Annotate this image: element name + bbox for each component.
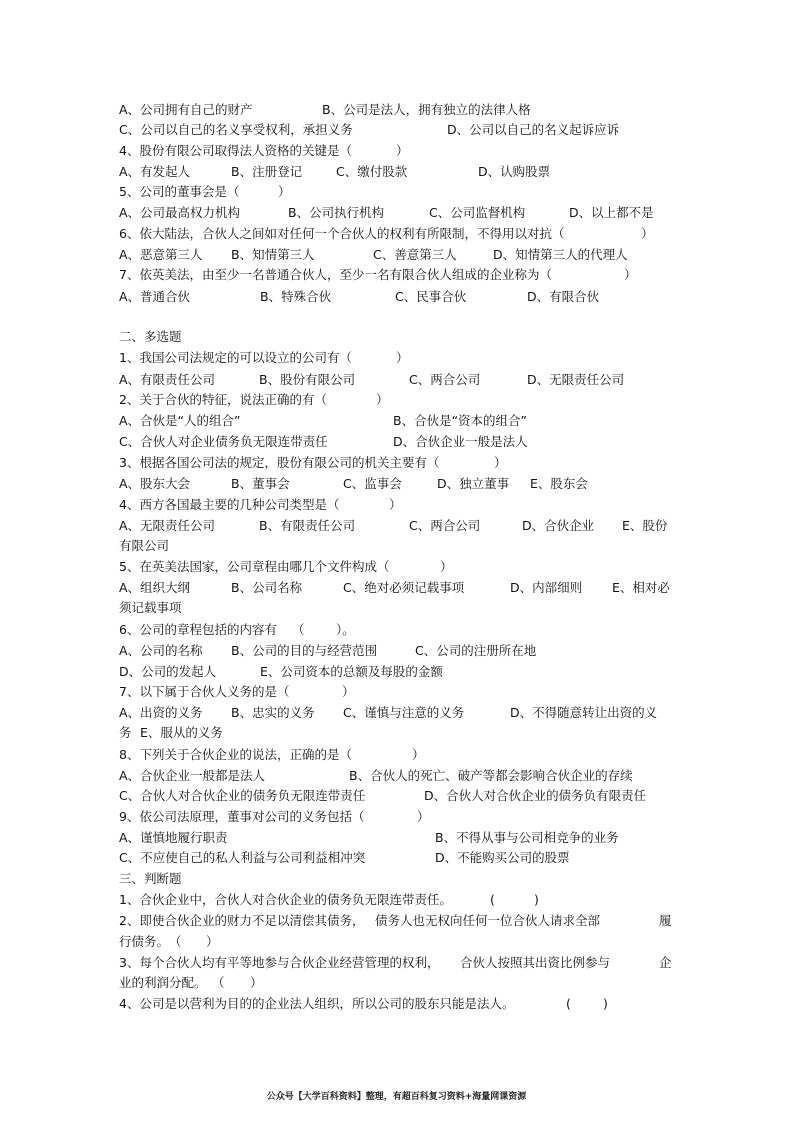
- option-a: A、合伙企业一般都是法人: [119, 768, 266, 783]
- option-b: B、特殊合伙: [260, 289, 332, 304]
- option-c: C、不应使自己的私人利益与公司利益相冲突: [119, 850, 366, 865]
- option-a: A、谨慎地履行职责: [119, 830, 228, 845]
- multi-q3-options: [0, 476, 793, 492]
- answer-blank-open: (: [490, 892, 495, 907]
- option-a: A、出资的义务: [119, 705, 203, 720]
- multi-q5-stem: [0, 559, 793, 575]
- option-c: C、合伙人对企业债务负无限连带责任: [119, 434, 328, 449]
- multi-q3-stem: [0, 455, 793, 471]
- section-title: 二、多选题: [119, 329, 182, 344]
- question-text: 2、即使合伙企业的财力不足以清偿其债务，: [119, 913, 365, 928]
- tf-q2-line-1: [0, 913, 793, 929]
- option-c: C、缴付股款: [336, 164, 408, 179]
- option-b: B、公司执行机构: [288, 205, 385, 220]
- multi-q1-options: [0, 372, 793, 388]
- option-a: A、有发起人: [119, 164, 191, 179]
- option-d: D、合伙企业一般是法人: [393, 434, 528, 449]
- single-q3-options-row-1: [0, 102, 793, 118]
- multi-q4-options: [0, 518, 793, 534]
- option-b: B、忠实的义务: [231, 705, 315, 720]
- option-d: D、独立董事: [437, 476, 510, 491]
- multi-q4-options-wrap: [0, 538, 793, 554]
- answer-blank-close: ）: [250, 975, 263, 990]
- single-q6-options: [0, 247, 793, 263]
- multi-q2-options-row-2: [0, 434, 793, 450]
- option-e-continued: 有限公司: [119, 538, 170, 553]
- answer-blank-open: （: [292, 622, 305, 637]
- option-e: E、服从的义务: [140, 725, 223, 740]
- option-b: B、有限责任公司: [259, 518, 356, 533]
- option-d: D、公司的发起人: [119, 664, 217, 679]
- option-c: C、公司的注册所在地: [415, 643, 537, 658]
- option-e-continued: 须记载事项: [119, 600, 182, 615]
- option-a: A、恶意第三人: [119, 247, 203, 262]
- answer-blank-close: ): [603, 996, 608, 1011]
- answer-blank-close: ）: [417, 809, 430, 824]
- answer-blank-close: ）: [624, 267, 637, 282]
- option-e: E、相对必: [612, 580, 670, 595]
- multi-q7-options-wrap: [0, 725, 793, 741]
- option-c: C、公司以自己的名义享受权利，承担义务: [119, 122, 353, 137]
- question-text: 4、公司是以营利为目的的企业法人组织，所以公司的股东只能是法人。: [119, 996, 515, 1011]
- question-text: 1、合伙企业中，合伙人对合伙企业的债务负无限连带责任。: [119, 892, 452, 907]
- question-text: 2、关于合伙的特征，说法正确的有（: [119, 392, 327, 407]
- multi-q8-options-row-2: [0, 788, 793, 804]
- question-text: 债务人也无权向任何一位合伙人请求全部: [375, 913, 601, 928]
- section-heading-multiple-choice: [0, 329, 793, 345]
- option-a: A、普通合伙: [119, 289, 191, 304]
- option-d: D、公司以自己的名义起诉应诉: [447, 122, 620, 137]
- option-c: C、民事合伙: [395, 289, 467, 304]
- option-b: B、不得从事与公司相竞争的业务: [435, 830, 619, 845]
- tf-q1: [0, 892, 793, 908]
- option-b: B、公司是法人，拥有独立的法律人格: [322, 102, 531, 117]
- question-text: 业的利润分配。: [119, 975, 207, 990]
- multi-q6-stem: [0, 622, 793, 638]
- option-c: C、公司监督机构: [429, 205, 526, 220]
- option-b: B、合伙是“资本的组合”: [393, 413, 528, 428]
- option-c: C、两合公司: [409, 372, 481, 387]
- option-b: B、董事会: [231, 476, 290, 491]
- multi-q9-options-row-2: [0, 850, 793, 866]
- question-text: 行债务。: [119, 934, 170, 949]
- multi-q8-options-row-1: [0, 768, 793, 784]
- answer-blank-close: ）。: [336, 622, 355, 637]
- option-a: A、合伙是“人的组合”: [119, 413, 241, 428]
- answer-blank-close: ）: [396, 350, 409, 365]
- question-text: 7、依英美法，由至少一名普通合伙人，至少一名有限合伙人组成的企业称为（: [119, 267, 552, 282]
- option-a: A、组织大纲: [119, 580, 191, 595]
- answer-blank-open: (: [566, 996, 571, 1011]
- answer-blank-close: ): [534, 892, 539, 907]
- option-e: E、股东会: [530, 476, 588, 491]
- answer-blank-close: ）: [389, 497, 402, 512]
- multi-q7-options: [0, 705, 793, 721]
- option-a: A、股东大会: [119, 476, 191, 491]
- option-d: D、内部细则: [510, 580, 583, 595]
- option-d: D、不得随意转让出资的义: [510, 705, 658, 720]
- option-a: A、公司拥有自己的财产: [119, 102, 253, 117]
- question-text: 5、公司的董事会是（: [119, 184, 240, 199]
- question-text: 5、在英美法国家，公司章程由哪几个文件构成（: [119, 559, 390, 574]
- question-text: 3、每个合伙人均有平等地参与合伙企业经营管理的权利，: [119, 955, 440, 970]
- question-text: 8、下列关于合伙企业的说法，正确的是（: [119, 747, 352, 762]
- option-d: D、以上都不是: [569, 205, 654, 220]
- option-d-continued: 务: [119, 725, 132, 740]
- single-q4-stem: [0, 143, 793, 159]
- section-title: 三、判断题: [119, 871, 182, 886]
- single-q7-options: [0, 289, 793, 305]
- option-c: C、两合公司: [409, 518, 481, 533]
- option-d: D、不能购买公司的股票: [435, 850, 570, 865]
- single-q4-options: [0, 164, 793, 180]
- option-d: D、有限合伙: [527, 289, 600, 304]
- option-d: D、知情第三人的代理人: [493, 247, 628, 262]
- question-text: 1、我国公司法规定的可以设立的公司有（: [119, 350, 352, 365]
- option-b: B、公司名称: [231, 580, 303, 595]
- question-text: 合伙人按照其出资比例参与: [460, 955, 611, 970]
- option-e: E、股份: [622, 518, 668, 533]
- option-e: E、公司资本的总额及每股的金额: [260, 664, 443, 679]
- multi-q6-options-row-1: [0, 643, 793, 659]
- multi-q2-stem: [0, 392, 793, 408]
- single-q5-stem: [0, 184, 793, 200]
- question-text: 企: [659, 955, 672, 970]
- option-a: A、公司最高权力机构: [119, 205, 241, 220]
- multi-q9-stem: [0, 809, 793, 825]
- option-d: D、认购股票: [478, 164, 551, 179]
- single-q3-options-row-2: [0, 122, 793, 138]
- option-c: C、合伙人对合伙企业的债务负无限连带责任: [119, 788, 366, 803]
- option-d: D、合伙人对合伙企业的债务负有限责任: [424, 788, 647, 803]
- question-text: 9、依公司法原理，董事对公司的义务包括（: [119, 809, 365, 824]
- question-text: 4、股份有限公司取得法人资格的关键是（: [119, 143, 352, 158]
- section-heading-true-false: [0, 871, 793, 887]
- answer-blank-close: ）: [641, 226, 654, 241]
- tf-q4: [0, 996, 793, 1012]
- single-q6-stem: [0, 226, 793, 242]
- multi-q9-options-row-1: [0, 830, 793, 846]
- option-a: A、有限责任公司: [119, 372, 216, 387]
- answer-blank-close: ）: [278, 184, 291, 199]
- option-d: D、合伙企业: [522, 518, 595, 533]
- option-d: D、无限责任公司: [527, 372, 625, 387]
- answer-blank-open: （: [212, 975, 225, 990]
- option-b: B、合伙人的死亡、破产等都会影响合伙企业的存续: [349, 768, 633, 783]
- page-footer: 公众号【大学百科资料】整理，有超百科复习资料+海量网课资源: [266, 1092, 527, 1102]
- multi-q8-stem: [0, 747, 793, 763]
- answer-blank-close: ）: [494, 455, 507, 470]
- question-text: 6、公司的章程包括的内容有: [119, 622, 277, 637]
- single-q5-options: [0, 205, 793, 221]
- answer-blank-close: ）: [206, 934, 219, 949]
- multi-q6-options-row-2: [0, 664, 793, 680]
- question-text: 7、以下属于合伙人义务的是（: [119, 684, 290, 699]
- question-text: 3、根据各国公司法的规定，股份有限公司的机关主要有（: [119, 455, 440, 470]
- option-c: C、绝对必须记载事项: [343, 580, 465, 595]
- multi-q7-stem: [0, 684, 793, 700]
- question-text: 6、依大陆法，合伙人之间如对任何一个合伙人的权利有所限制，不得用以对抗（: [119, 226, 565, 241]
- option-b: B、注册登记: [231, 164, 303, 179]
- option-a: A、公司的名称: [119, 643, 203, 658]
- answer-blank-close: ）: [376, 392, 389, 407]
- question-text: 4、西方各国最主要的几种公司类型是（: [119, 497, 340, 512]
- multi-q1-stem: [0, 350, 793, 366]
- question-text: 履: [659, 913, 672, 928]
- option-b: B、股份有限公司: [259, 372, 356, 387]
- multi-q4-stem: [0, 497, 793, 513]
- tf-q3-line-1: [0, 955, 793, 971]
- single-q7-stem: [0, 267, 793, 283]
- answer-blank-open: （: [169, 934, 182, 949]
- option-c: C、善意第三人: [373, 247, 457, 262]
- option-c: C、监事会: [343, 476, 402, 491]
- tf-q2-line-2: [0, 934, 793, 950]
- answer-blank-close: ）: [412, 747, 425, 762]
- answer-blank-close: ）: [396, 143, 409, 158]
- option-c: C、谨慎与注意的义务: [343, 705, 465, 720]
- option-a: A、无限责任公司: [119, 518, 216, 533]
- multi-q5-options: [0, 580, 793, 596]
- option-b: B、公司的目的与经营范围: [231, 643, 378, 658]
- multi-q2-options-row-1: [0, 413, 793, 429]
- multi-q5-options-wrap: [0, 600, 793, 616]
- answer-blank-close: ）: [342, 684, 355, 699]
- option-b: B、知情第三人: [231, 247, 315, 262]
- tf-q3-line-2: [0, 975, 793, 991]
- answer-blank-close: ）: [440, 559, 453, 574]
